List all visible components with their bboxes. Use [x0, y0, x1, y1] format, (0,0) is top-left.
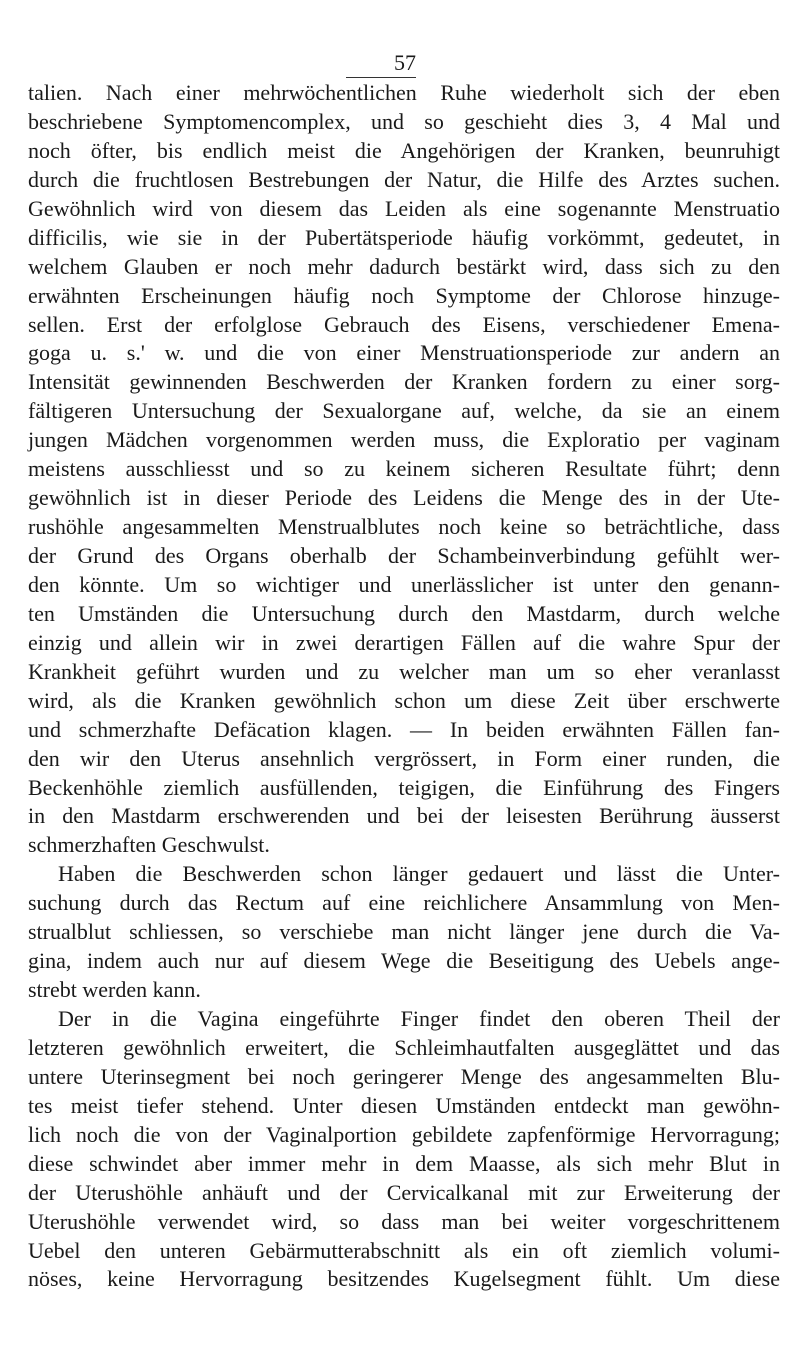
text-line: sellen. Erst der erfolglose Gebrauch des Eisens, verschiedener Emena- — [28, 311, 780, 337]
text-line: einzig und allein wir in zwei derartigen Fällen auf die wahre Spur der — [28, 629, 780, 655]
text-line: fältigeren Untersuchung der Sexualorgane auf, welche, da sie an einem — [28, 398, 780, 424]
text-line: den könnte. Um so wichtiger und unerlässlicher ist unter den genann- — [28, 571, 780, 597]
text-line: Krankheit geführt wurden und zu welcher man um so eher veranlasst — [28, 658, 780, 684]
text-line: gina, indem auch nur auf diesem Wege die Beseitigung des Uebels ange- — [28, 948, 780, 974]
text-line: gewöhnlich ist in dieser Periode des Leidens die Menge des in der Ute- — [28, 485, 780, 511]
text-line: Gewöhnlich wird von diesem das Leiden als eine sogenannte Menstruatio — [28, 195, 780, 221]
text-line: untere Uterinsegment bei noch geringerer Menge des angesammelten Blu- — [28, 1063, 780, 1089]
text-line: welchem Glauben er noch mehr dadurch bestärkt wird, dass sich zu den — [28, 253, 780, 279]
text-line: und schmerzhafte Defäcation klagen. — In beiden erwähnten Fällen fan- — [28, 716, 780, 742]
text-line: Uterushöhle verwendet wird, so dass man bei weiter vorgeschrittenem — [28, 1208, 780, 1234]
text-line: Intensität gewinnenden Beschwerden der Kranken fordern zu einer sorg- — [28, 369, 780, 395]
text-line: strebt werden kann. — [28, 977, 201, 1003]
text-line: in den Mastdarm erschwerenden und bei der leisesten Berührung äusserst — [28, 803, 780, 829]
text-line: lich noch die von der Vaginalportion gebildete zapfenförmige Hervorragung; — [28, 1121, 780, 1147]
text-line: Der in die Vagina eingeführte Finger findet den oberen Theil der — [58, 1006, 780, 1031]
text-line: talien. Nach einer mehrwöchentlichen Ruhe wiederholt sich der eben — [28, 80, 780, 105]
text-line: nöses, keine Hervorragung besitzendes Kugelsegment fühlt. Um diese — [28, 1266, 780, 1292]
text-line: schmerzhaften Geschwulst. — [28, 832, 270, 858]
text-line: rushöhle angesammelten Menstrualblutes noch keine so beträchtliche, dass — [28, 514, 780, 540]
text-line: meistens ausschliesst und so zu keinem sicheren Resultate führt; denn — [28, 456, 780, 482]
text-line: suchung durch das Rectum auf eine reichlichere Ansammlung von Men- — [28, 890, 780, 916]
text-line: noch öfter, bis endlich meist die Angehörigen der Kranken, beunruhigt — [28, 137, 780, 163]
text-line: diese schwindet aber immer mehr in dem Maasse, als sich mehr Blut in — [28, 1150, 780, 1176]
text-line: goga u. s.' w. und die von einer Menstruationsperiode zur andern an — [28, 340, 780, 366]
text-line: Uebel den unteren Gebärmutterabschnitt als ein oft ziemlich volumi- — [28, 1237, 780, 1263]
body-text — [28, 79, 780, 1294]
text-line: durch die fruchtlosen Bestrebungen der Natur, die Hilfe des Arztes suchen. — [28, 166, 780, 192]
text-line: ten Umständen die Untersuchung durch den Mastdarm, durch welche — [28, 600, 780, 626]
text-line: jungen Mädchen vorgenommen werden muss, die Exploratio per vaginam — [28, 427, 780, 453]
text-line: der Grund des Organs oberhalb der Schambeinverbindung gefühlt wer- — [28, 543, 780, 568]
text-line: difficilis, wie sie in der Pubertätsperiode häufig vorkömmt, gedeutet, in — [28, 224, 780, 250]
text-line: Haben die Beschwerden schon länger gedauert und lässt die Unter- — [58, 861, 780, 887]
text-line: der Uterushöhle anhäuft und der Cervicalkanal mit zur Erweiterung der — [28, 1179, 780, 1205]
page-number: 57 — [346, 50, 416, 78]
text-line: strualblut schliessen, so verschiebe man nicht länger jene durch die Va- — [28, 919, 780, 945]
text-line: den wir den Uterus ansehnlich vergrössert, in Form einer runden, die — [28, 745, 780, 771]
text-line: letzteren gewöhnlich erweitert, die Schleimhautfalten ausgeglättet und das — [28, 1034, 780, 1060]
text-line: wird, als die Kranken gewöhnlich schon um diese Zeit über erschwerte — [28, 687, 780, 713]
text-line: tes meist tiefer stehend. Unter diesen Umständen entdeckt man gewöhn- — [28, 1092, 780, 1118]
text-line: erwähnten Erscheinungen häufig noch Symptome der Chlorose hinzuge- — [28, 282, 780, 308]
text-line: Beckenhöhle ziemlich ausfüllenden, teigigen, die Einführung des Fingers — [28, 774, 780, 800]
text-line: beschriebene Symptomencomplex, und so geschieht dies 3, 4 Mal und — [28, 108, 780, 134]
